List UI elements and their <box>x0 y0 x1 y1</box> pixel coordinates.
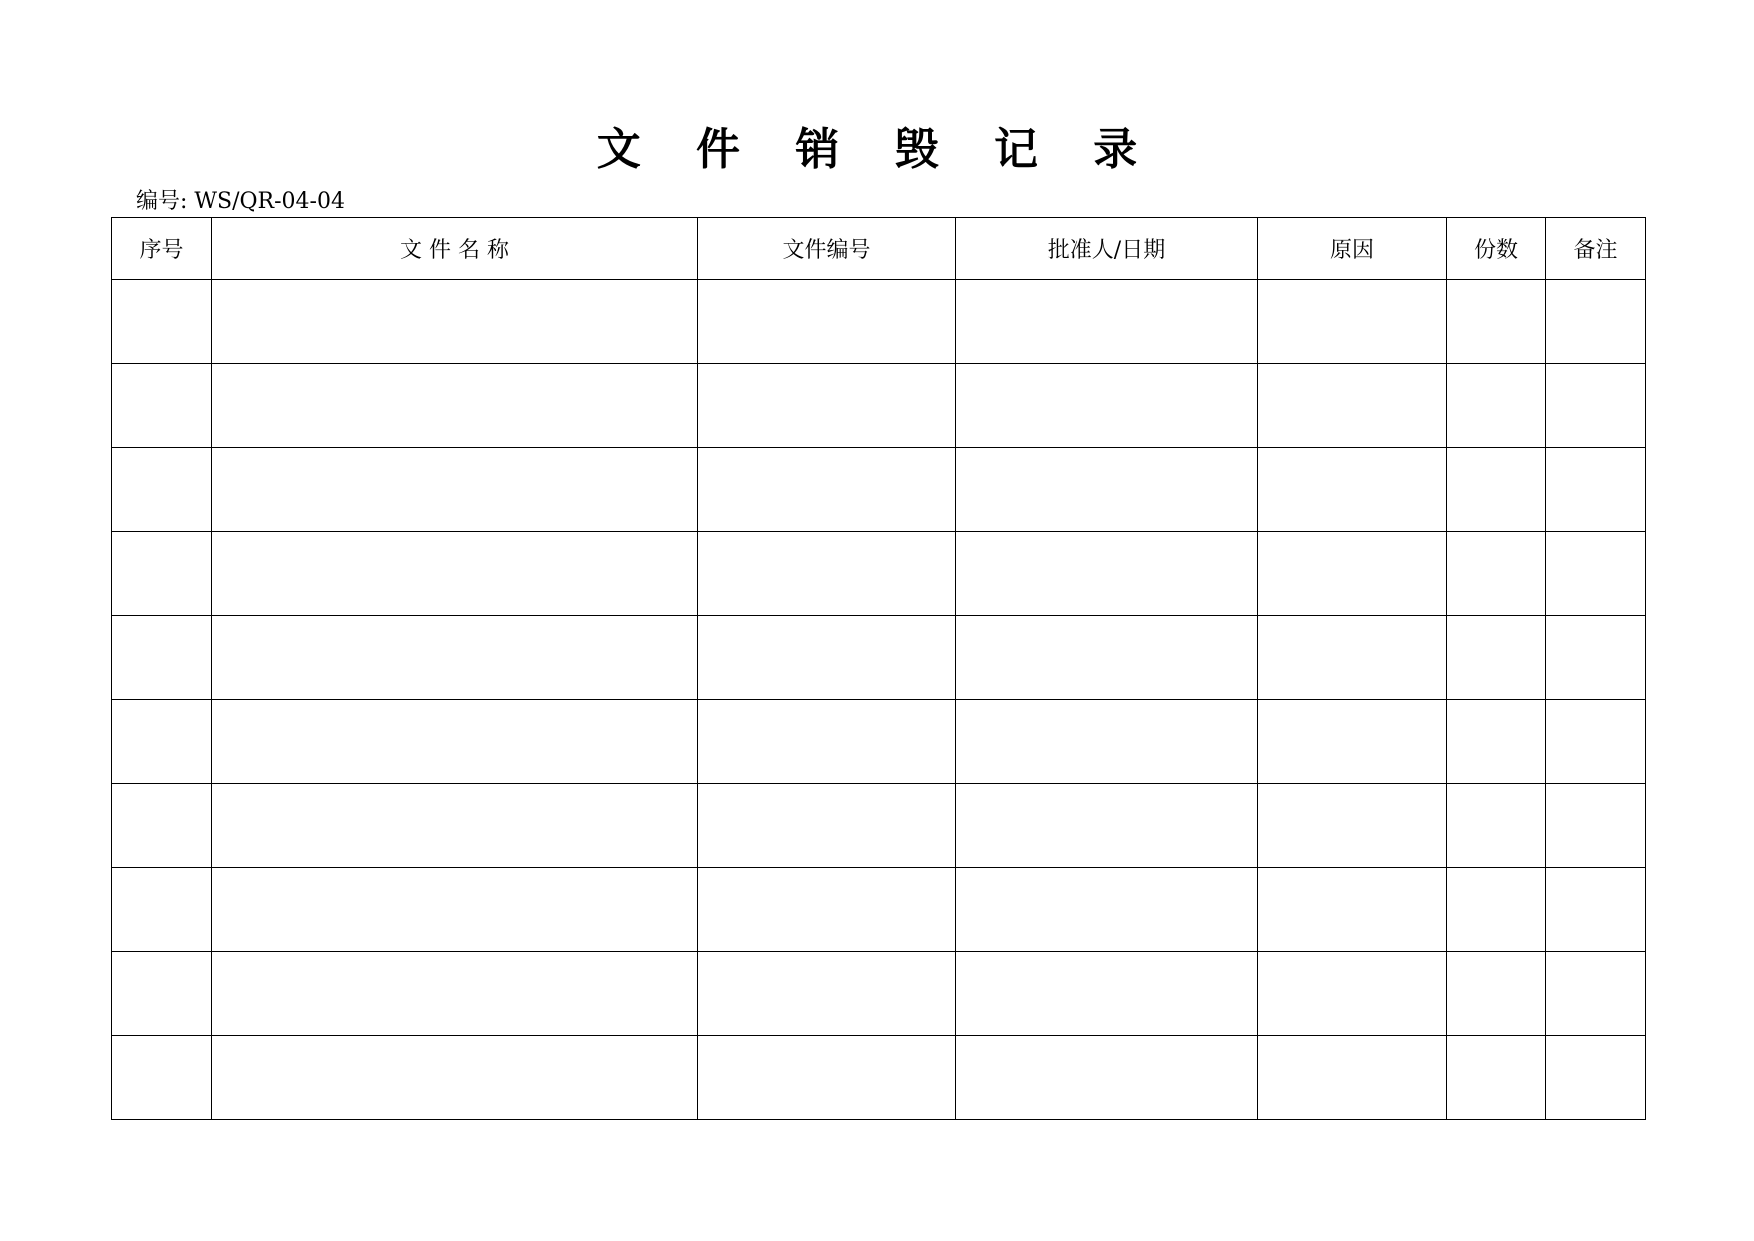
cell-file-number[interactable] <box>698 532 956 616</box>
cell-reason[interactable] <box>1258 700 1447 784</box>
table-row <box>112 532 1646 616</box>
cell-reason[interactable] <box>1258 952 1447 1036</box>
cell-copies[interactable] <box>1447 1036 1546 1120</box>
table-row <box>112 952 1646 1036</box>
table-row <box>112 868 1646 952</box>
cell-file-name[interactable] <box>212 1036 698 1120</box>
cell-serial-number[interactable] <box>112 868 212 952</box>
cell-file-number[interactable] <box>698 364 956 448</box>
table-row <box>112 700 1646 784</box>
cell-copies[interactable] <box>1447 364 1546 448</box>
cell-approver-date[interactable] <box>956 364 1258 448</box>
cell-reason[interactable] <box>1258 280 1447 364</box>
cell-serial-number[interactable] <box>112 700 212 784</box>
table-row <box>112 280 1646 364</box>
cell-approver-date[interactable] <box>956 952 1258 1036</box>
cell-file-name[interactable] <box>212 784 698 868</box>
cell-reason[interactable] <box>1258 448 1447 532</box>
cell-file-number[interactable] <box>698 616 956 700</box>
header-copies: 份数 <box>1447 218 1546 280</box>
destruction-record-table <box>111 217 1646 1120</box>
cell-file-number[interactable] <box>698 280 956 364</box>
header-remarks: 备注 <box>1546 218 1646 280</box>
header-reason: 原因 <box>1258 218 1447 280</box>
cell-remarks[interactable] <box>1546 364 1646 448</box>
header-file-name: 文 件 名 称 <box>212 218 698 280</box>
cell-serial-number[interactable] <box>112 1036 212 1120</box>
cell-remarks[interactable] <box>1546 1036 1646 1120</box>
cell-serial-number[interactable] <box>112 364 212 448</box>
cell-file-number[interactable] <box>698 448 956 532</box>
cell-file-number[interactable] <box>698 952 956 1036</box>
table-row <box>112 448 1646 532</box>
cell-file-name[interactable] <box>212 868 698 952</box>
cell-copies[interactable] <box>1447 868 1546 952</box>
cell-approver-date[interactable] <box>956 280 1258 364</box>
cell-reason[interactable] <box>1258 868 1447 952</box>
cell-file-name[interactable] <box>212 364 698 448</box>
cell-remarks[interactable] <box>1546 532 1646 616</box>
cell-approver-date[interactable] <box>956 700 1258 784</box>
cell-copies[interactable] <box>1447 280 1546 364</box>
cell-remarks[interactable] <box>1546 784 1646 868</box>
cell-serial-number[interactable] <box>112 280 212 364</box>
cell-approver-date[interactable] <box>956 784 1258 868</box>
cell-approver-date[interactable] <box>956 448 1258 532</box>
table-row <box>112 784 1646 868</box>
cell-reason[interactable] <box>1258 616 1447 700</box>
cell-reason[interactable] <box>1258 1036 1447 1120</box>
cell-remarks[interactable] <box>1546 280 1646 364</box>
cell-copies[interactable] <box>1447 448 1546 532</box>
cell-reason[interactable] <box>1258 364 1447 448</box>
table-row <box>112 364 1646 448</box>
cell-approver-date[interactable] <box>956 868 1258 952</box>
header-serial-number: 序号 <box>112 218 212 280</box>
cell-serial-number[interactable] <box>112 784 212 868</box>
cell-reason[interactable] <box>1258 532 1447 616</box>
cell-copies[interactable] <box>1447 784 1546 868</box>
cell-serial-number[interactable] <box>112 448 212 532</box>
document-code-value: WS/QR-04-04 <box>194 189 345 214</box>
cell-copies[interactable] <box>1447 532 1546 616</box>
cell-remarks[interactable] <box>1546 448 1646 532</box>
cell-approver-date[interactable] <box>956 616 1258 700</box>
cell-remarks[interactable] <box>1546 868 1646 952</box>
cell-remarks[interactable] <box>1546 700 1646 784</box>
table-header-row <box>112 218 1646 280</box>
cell-remarks[interactable] <box>1546 952 1646 1036</box>
cell-file-name[interactable] <box>212 280 698 364</box>
table-row <box>112 1036 1646 1120</box>
document-code-label: 编号: <box>136 189 188 214</box>
cell-file-name[interactable] <box>212 532 698 616</box>
cell-file-number[interactable] <box>698 1036 956 1120</box>
cell-file-name[interactable] <box>212 952 698 1036</box>
cell-serial-number[interactable] <box>112 952 212 1036</box>
cell-reason[interactable] <box>1258 784 1447 868</box>
cell-file-name[interactable] <box>212 616 698 700</box>
cell-file-name[interactable] <box>212 448 698 532</box>
cell-serial-number[interactable] <box>112 532 212 616</box>
cell-file-name[interactable] <box>212 700 698 784</box>
table-body <box>112 280 1646 1120</box>
page-title: 文 件 销 毁 记 录 <box>596 124 1158 175</box>
cell-approver-date[interactable] <box>956 1036 1258 1120</box>
cell-copies[interactable] <box>1447 952 1546 1036</box>
cell-copies[interactable] <box>1447 616 1546 700</box>
table-row <box>112 616 1646 700</box>
cell-remarks[interactable] <box>1546 616 1646 700</box>
header-file-number: 文件编号 <box>698 218 956 280</box>
cell-file-number[interactable] <box>698 784 956 868</box>
document-code <box>136 187 345 217</box>
header-approver-date: 批准人/日期 <box>956 218 1258 280</box>
cell-file-number[interactable] <box>698 700 956 784</box>
cell-approver-date[interactable] <box>956 532 1258 616</box>
cell-file-number[interactable] <box>698 868 956 952</box>
cell-serial-number[interactable] <box>112 616 212 700</box>
cell-copies[interactable] <box>1447 700 1546 784</box>
